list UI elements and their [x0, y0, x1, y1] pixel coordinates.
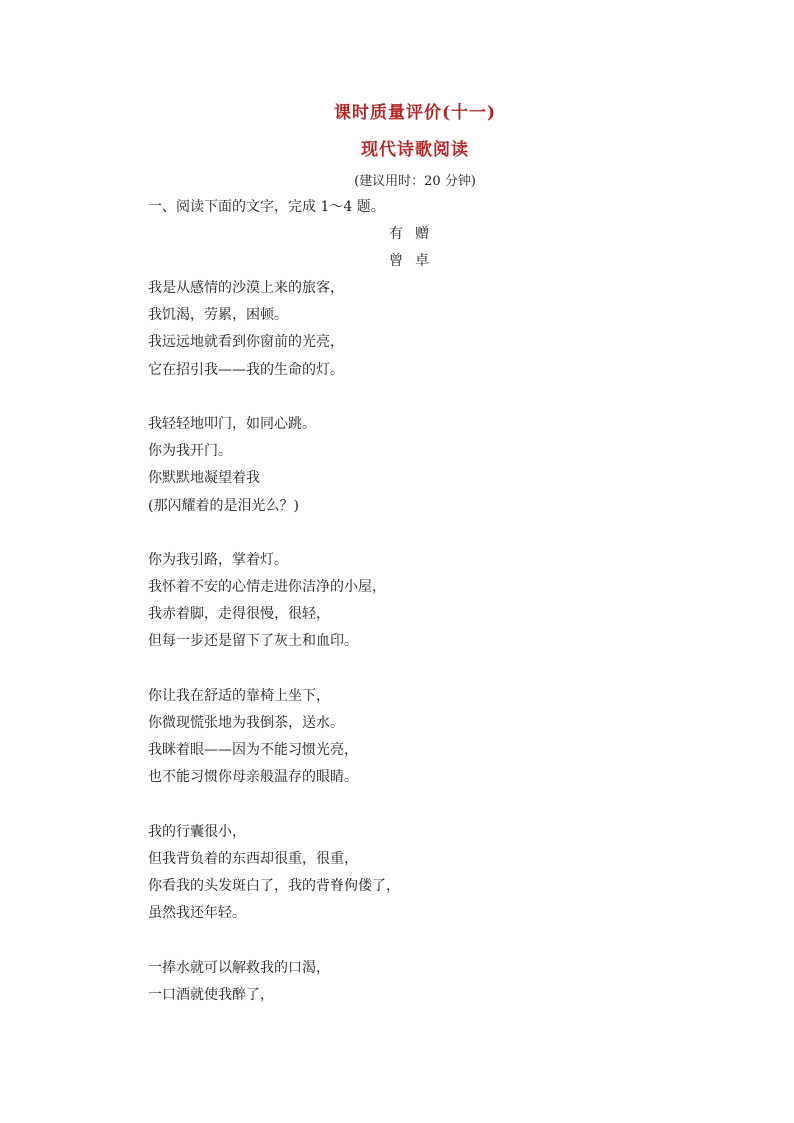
poem-line: 我轻轻地叩门，如同心跳。: [148, 415, 316, 432]
poem-line: 我饥渴，劳累，困顿。: [148, 307, 288, 324]
poem-line: 我赤着脚，走得很慢，很轻，: [148, 606, 330, 623]
poem-line: 我是从感情的沙漠上来的旅客，: [148, 280, 344, 296]
stanza-gap: [148, 794, 708, 821]
poem-line: 但我背负着的东西却很重，很重，: [148, 850, 358, 867]
poem-line: 我的行囊很小，: [148, 823, 246, 840]
poem-line: 它在招引我——我的生命的灯。: [148, 361, 344, 378]
stanza-gap: [148, 522, 708, 549]
poem-line: 你默默地凝望着我: [148, 470, 260, 487]
poem-line: 我怀着不安的心情走进你洁净的小屋，: [148, 579, 386, 596]
poem-line: 你看我的头发斑白了，我的背脊佝偻了，: [148, 878, 400, 895]
poem-author: 曾卓: [389, 253, 441, 269]
poem-line: 我眯着眼——因为不能习惯光亮，: [148, 742, 358, 759]
poem-line: (那闪耀着的是泪光么？): [148, 497, 299, 514]
question-instruction: 一、阅读下面的文字，完成 1～4 题。: [148, 199, 385, 215]
stanza-gap: [148, 930, 708, 957]
time-note: (建议用时：20 分钟): [354, 174, 476, 189]
poem-line: 一口酒就使我醉了，: [148, 986, 274, 1003]
page-title: 课时质量评价(十一): [333, 103, 497, 123]
poem-body: [148, 277, 708, 1011]
poem-title: 有赠: [389, 226, 441, 242]
poem-line: 你让我在舒适的靠椅上坐下，: [148, 687, 330, 704]
poem-line: 一捧水就可以解救我的口渴，: [148, 959, 330, 976]
stanza-gap: [148, 658, 708, 685]
poem-line: 我远远地就看到你窗前的光亮，: [148, 334, 344, 351]
stanza-gap: [148, 386, 708, 413]
poem-line: 也不能习惯你母亲般温存的眼睛。: [148, 769, 358, 786]
poem-line: 你微现慌张地为我倒茶，送水。: [148, 715, 344, 731]
page-subtitle: 现代诗歌阅读: [361, 140, 469, 160]
poem-line: 但每一步还是留下了灰土和血印。: [148, 633, 358, 650]
poem-line: 你为我开门。: [148, 443, 232, 460]
poem-line: 虽然我还年轻。: [148, 905, 246, 922]
poem-line: 你为我引路，掌着灯。: [148, 551, 288, 568]
